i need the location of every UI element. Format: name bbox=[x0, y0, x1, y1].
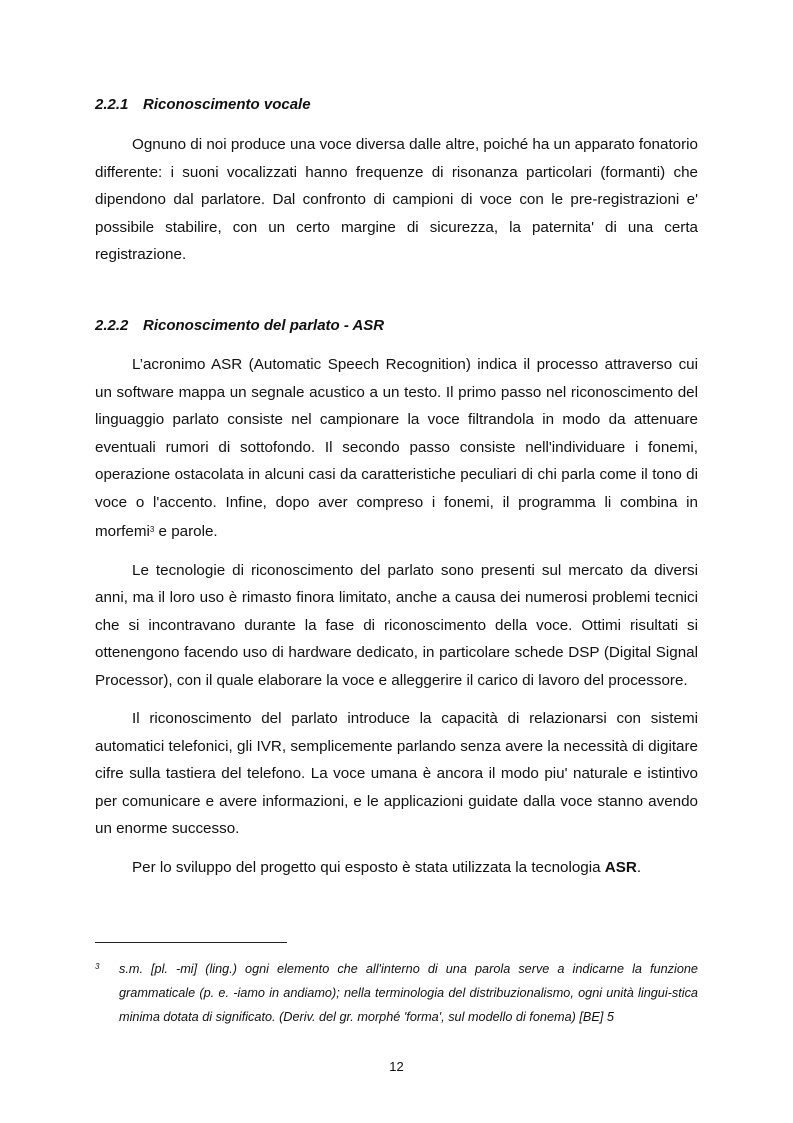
paragraph-text: e parole. bbox=[154, 523, 218, 540]
paragraph-text: Per lo sviluppo del progetto qui esposto è stata utilizzata la tecnologia bbox=[132, 858, 605, 876]
section-body-asr bbox=[95, 351, 698, 881]
section-number: 2.2.2 bbox=[95, 317, 129, 334]
section-body-riconoscimento-vocale bbox=[95, 131, 698, 269]
section-title: Riconoscimento del parlato - ASR bbox=[143, 317, 385, 334]
section-heading-asr bbox=[95, 316, 384, 336]
paragraph: Il riconoscimento del parlato introduce la capacità di relazionarsi con sistemi automatici telefonici, gli IVR, semplicemente parlando senza avere la necessità di digitare cifre sulla tastiera del telefono. La voce umana è ancora il modo piu' naturale e istintivo per comunicare e avere informazioni, e le applicazioni guidate dalla voce stanno avendo un enorme successo. bbox=[95, 710, 698, 837]
footnote bbox=[95, 955, 698, 1029]
section-title: Riconoscimento vocale bbox=[143, 96, 311, 113]
paragraph: Ognuno di noi produce una voce diversa dalle altre, poiché ha un apparato fonatorio differente: i suoni vocalizzati hanno frequenze di risonanza particolari (formanti) che dipendono dal parlatore. Dal confronto di campioni di voce con le pre-registrazioni e' possibile stabilire, con un certo margine di sicurezza, la paternita' di una certa registrazione. bbox=[95, 136, 698, 263]
footnote-text: s.m. [pl. -mi] (ling.) ogni elemento che all'interno di una parola serve a indicarne la funzione grammaticale (p. e. -iamo in andiamo); nella terminologia del distribuzionalismo, ogni unità lingui-stica minima dotata di significato. (Deriv. del gr. morphé 'forma', sul modello di fonema) [BE] 5 bbox=[119, 962, 698, 1024]
footnote-reference[interactable]: 3 bbox=[149, 525, 155, 534]
paragraph-text: . bbox=[636, 858, 642, 876]
paragraph bbox=[95, 351, 698, 546]
page-number: 12 bbox=[389, 1059, 404, 1074]
bold-term: ASR bbox=[604, 858, 637, 876]
footnote-separator bbox=[95, 942, 287, 943]
paragraph: Le tecnologie di riconoscimento del parlato sono presenti sul mercato da diversi anni, ma il loro uso è rimasto finora limitato, anche a causa dei numerosi problemi tecnici che si incontravano durante la fase di riconoscimento della voce. Ottimi risultati si ottenengono facendo uso di hardware dedicato, in particolare schede DSP (Digital Signal Processor), con il quale elaborare la voce e alleggerire il carico di lavoro del processore. bbox=[95, 561, 698, 689]
section-number: 2.2.1 bbox=[95, 96, 129, 113]
paragraph bbox=[95, 854, 698, 882]
footnote-mark: 3 bbox=[95, 962, 100, 971]
paragraph-text: L’acronimo ASR (Automatic Speech Recognition) indica il processo attraverso cui un software mappa un segnale acustico a un testo. Il primo passo nel riconoscimento del linguaggio parlato consiste nel campionare la voce filtrandola in modo da attenuare eventuali rumori di sottofondo. Il secondo passo consiste nell'individuare i fonemi, operazione ostacolata in alcuni casi da caratteristiche peculiari di chi parla come il tono di voce o l'accento. Infine, dopo aver compreso i fonemi, il programma li combina in morfemi bbox=[95, 356, 698, 540]
section-heading-riconoscimento-vocale bbox=[95, 95, 311, 115]
